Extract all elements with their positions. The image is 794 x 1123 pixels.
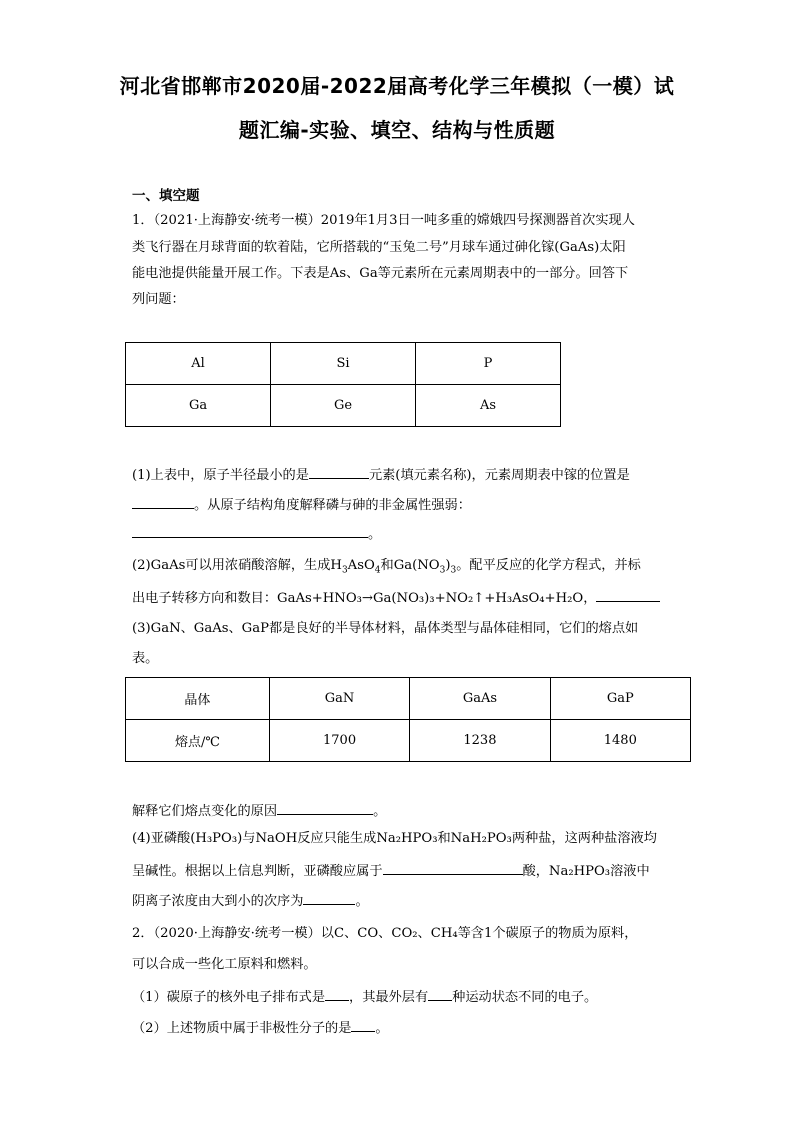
q2-part1	[132, 986, 597, 1007]
answer-blank[interactable]	[325, 986, 349, 1001]
table-cell: Ge	[271, 385, 416, 427]
q1-text-line2: 类飞行器在月球背面的软着陆，它所搭载的“玉兔二号”月球车通过砷化镓(GaAs)太阳	[132, 240, 626, 255]
table-row	[126, 343, 561, 385]
answer-blank[interactable]	[428, 986, 452, 1001]
q1-part4-line1: (4)亚磷酸(H₃PO₃)与NaOH反应只能生成Na₂HPO₃和NaH₂PO₃两种盐，这两种盐溶液均	[132, 831, 657, 846]
table-cell: 1700	[269, 720, 409, 762]
table-header: GaP	[550, 678, 690, 720]
q1-part1-text: (1)上表中，原子半径最小的是	[132, 468, 309, 483]
q1-part1-text: 。	[368, 527, 382, 542]
subscript: 3	[341, 565, 348, 576]
table-cell: P	[416, 343, 561, 385]
q1-part2-line1	[132, 557, 641, 580]
q1-text-line3: 能电池提供能量开展工作。下表是As、Ga等元素所在元素周期表中的一部分。回答下	[132, 266, 629, 281]
table-cell: Si	[271, 343, 416, 385]
document-title-line1: 河北省邯郸市2020届-2022届高考化学三年模拟（一模）试	[119, 74, 675, 98]
q1-text-line4: 列问题：	[132, 292, 185, 307]
q2-part1-text: （1）碳原子的核外电子排布式是	[132, 990, 326, 1005]
table-header: 晶体	[126, 678, 270, 720]
table-header: GaN	[269, 678, 409, 720]
q1-part2-equation: 出电子转移方向和数目：GaAs+HNO₃→Ga(NO₃)₃+NO₂↑+H₃AsO₄+H₂O，	[132, 591, 597, 606]
q1-part1-line1	[132, 464, 630, 485]
q1-part2-text: 和Ga(NO	[380, 558, 440, 573]
q1-part2-text: )	[445, 558, 451, 573]
answer-blank[interactable]	[596, 587, 660, 602]
answer-blank[interactable]	[132, 494, 194, 509]
answer-blank[interactable]	[383, 860, 523, 875]
q1-part4-text: 呈碱性。根据以上信息判断，亚磷酸应属于	[132, 864, 383, 879]
answer-blank[interactable]	[351, 1017, 375, 1032]
table-header-row	[126, 678, 691, 720]
table-cell: Ga	[126, 385, 271, 427]
table-header: GaAs	[410, 678, 550, 720]
q1-part3-text: 。	[373, 804, 387, 819]
q1-part4-line3	[132, 890, 369, 911]
q1-part4-text: 酸，Na₂HPO₃溶液中	[522, 864, 650, 879]
q2-part1-text: ，其最外层有	[349, 990, 429, 1005]
periodic-table-fragment	[125, 342, 561, 427]
table-cell: 1480	[550, 720, 690, 762]
table-cell: As	[416, 385, 561, 427]
answer-blank[interactable]	[132, 523, 368, 538]
q1-part2-text: 。配平反应的化学方程式，并标	[456, 558, 641, 573]
q1-part1-line3	[132, 523, 381, 544]
table-cell: 1238	[410, 720, 550, 762]
q2-text-line2: 可以合成一些化工原料和燃料。	[132, 957, 317, 972]
section-heading: 一、填空题	[132, 188, 200, 204]
q1-part1-line2	[132, 494, 471, 515]
answer-blank[interactable]	[303, 890, 355, 905]
answer-blank[interactable]	[277, 800, 373, 815]
document-title-line2: 题汇编-实验、填空、结构与性质题	[238, 118, 556, 142]
q1-part3-text: 解释它们熔点变化的原因	[132, 804, 278, 819]
q1-part4-text: 阴离子浓度由大到小的次序为	[132, 894, 304, 909]
q1-part3-line1: (3)GaN、GaAs、GaP都是良好的半导体材料，晶体类型与晶体硅相同，它们的熔点如	[132, 621, 639, 636]
q1-part3-line2: 表。	[132, 651, 159, 666]
subscript: 3	[450, 565, 457, 576]
q1-part4-text: 。	[355, 894, 369, 909]
q1-part3-explain	[132, 800, 386, 821]
subscript: 4	[374, 565, 381, 576]
q1-part1-text: 元素(填元素名称)，元素周期表中镓的位置是	[368, 468, 630, 483]
q1-part2-text: AsO	[347, 558, 375, 573]
table-row	[126, 385, 561, 427]
answer-blank[interactable]	[309, 464, 369, 479]
q2-part1-text: 种运动状态不同的电子。	[452, 990, 598, 1005]
q2-part2-text: （2）上述物质中属于非极性分子的是	[132, 1021, 352, 1036]
q1-part4-line2	[132, 860, 650, 881]
table-cell: 熔点/℃	[126, 720, 270, 762]
q1-part2-line2	[132, 587, 660, 608]
q2-part2-text: 。	[375, 1021, 389, 1036]
q2-part2	[132, 1017, 389, 1038]
table-cell: Al	[126, 343, 271, 385]
table-row	[126, 720, 691, 762]
q2-text-line1: 2．（2020·上海静安·统考一模）以C、CO、CO₂、CH₄等含1个碳原子的物质为原料，	[132, 926, 638, 941]
q1-part1-text: 。从原子结构角度解释磷与砷的非金属性强弱：	[194, 498, 471, 513]
q1-part2-text: (2)GaAs可以用浓硝酸溶解，生成H	[132, 558, 342, 573]
subscript: 3	[439, 565, 446, 576]
q1-text-line1: 1．（2021·上海静安·统考一模）2019年1月3日一吨多重的嫦娥四号探测器首次实现人	[132, 213, 635, 228]
melting-point-table	[125, 677, 691, 762]
